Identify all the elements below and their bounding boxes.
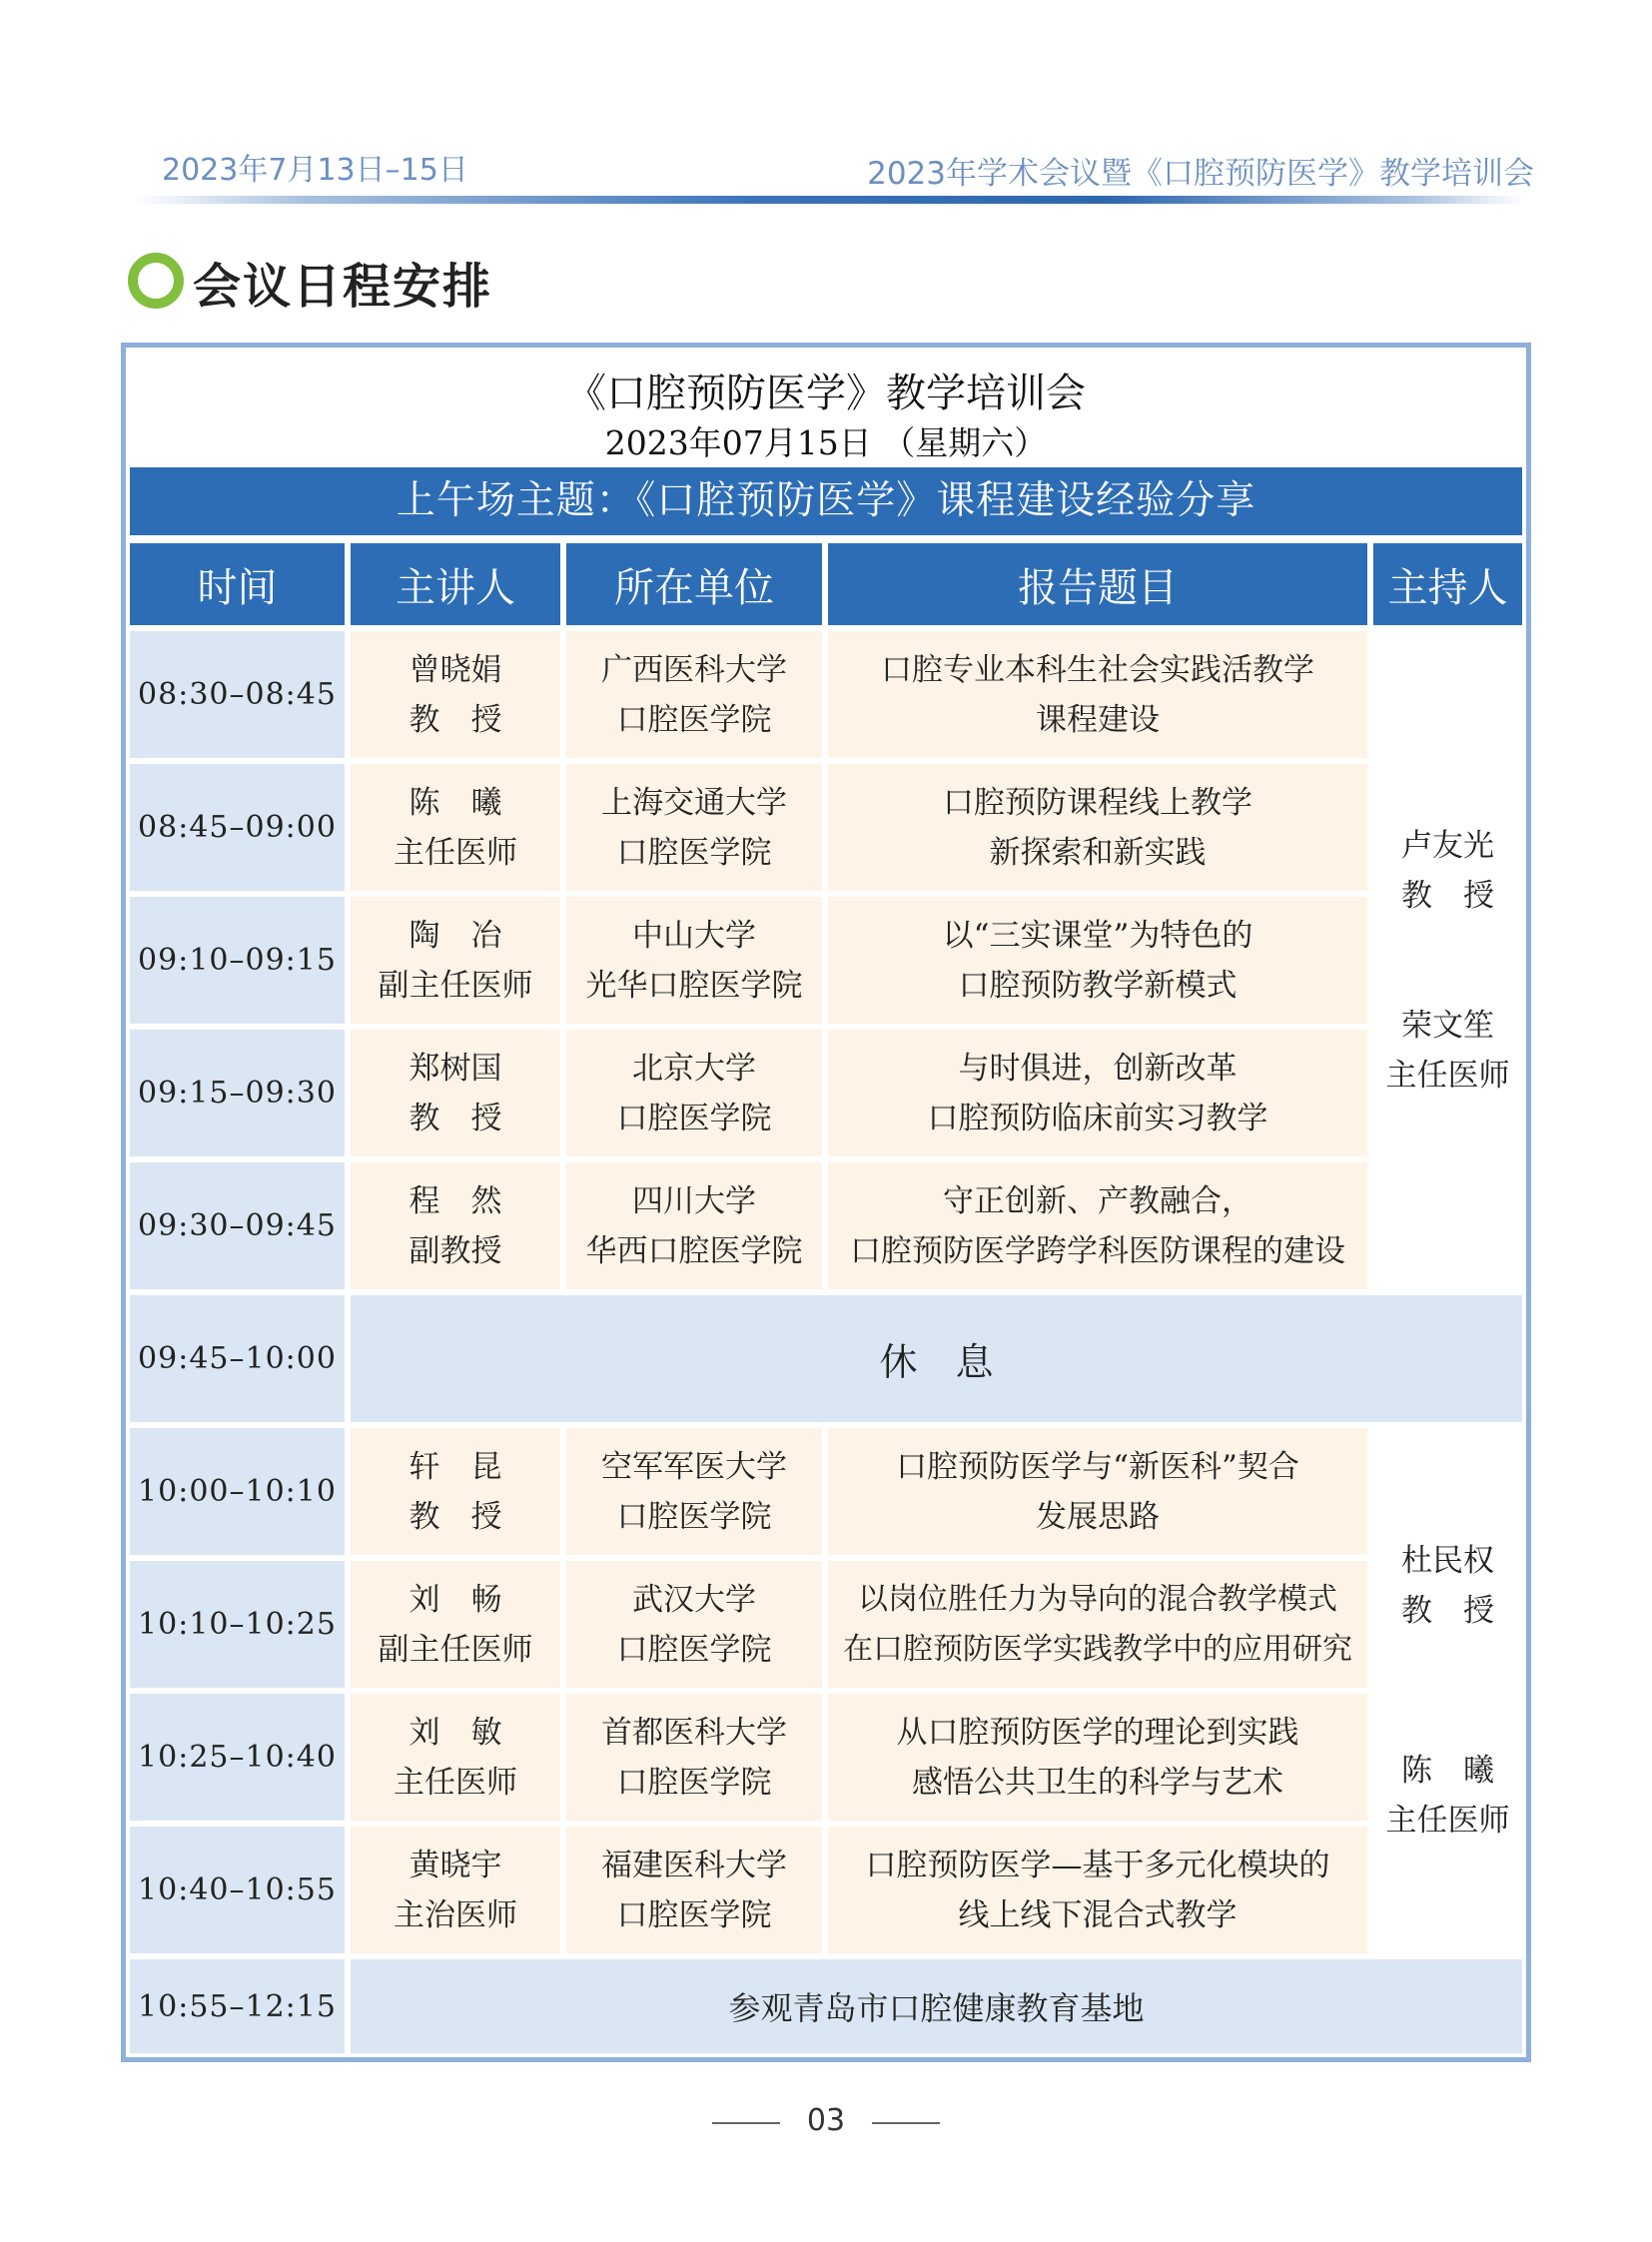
unit-school: 口腔医学院 bbox=[616, 1100, 772, 1136]
row-report-title bbox=[828, 631, 1367, 758]
host-name: 荣文笙 bbox=[1401, 1007, 1494, 1044]
host-rank: 教 授 bbox=[1401, 1593, 1494, 1629]
report-title-line: 口腔预防医学与“新医科”契合 bbox=[896, 1448, 1299, 1485]
report-title-line: 课程建设 bbox=[1036, 701, 1160, 738]
row-speaker bbox=[351, 897, 560, 1024]
row-speaker bbox=[351, 1030, 560, 1156]
row-report-title bbox=[828, 1561, 1367, 1688]
header-event-name: 2023年学术会议暨《口腔预防医学》教学培训会 bbox=[867, 156, 1534, 192]
footer-rule-right bbox=[872, 2122, 940, 2124]
header-divider bbox=[135, 196, 1523, 204]
speaker-rank: 副教授 bbox=[409, 1232, 502, 1269]
unit-school: 口腔医学院 bbox=[616, 1631, 772, 1668]
page-number: 03 bbox=[806, 2103, 846, 2138]
row-unit bbox=[566, 1162, 822, 1289]
row-report-title bbox=[828, 1428, 1367, 1555]
unit-university: 首都医科大学 bbox=[601, 1714, 787, 1751]
unit-university: 福建医科大学 bbox=[601, 1847, 787, 1883]
row-unit bbox=[566, 764, 822, 891]
unit-university: 中山大学 bbox=[632, 917, 756, 954]
program-title: 《口腔预防医学》教学培训会 bbox=[566, 371, 1086, 416]
report-title-line: 在口腔预防医学实践教学中的应用研究 bbox=[843, 1631, 1352, 1667]
speaker-name: 陈 曦 bbox=[409, 784, 502, 821]
row-time: 08:30–08:45 bbox=[130, 631, 345, 758]
report-title-line: 感悟公共卫生的科学与艺术 bbox=[912, 1764, 1283, 1801]
column-header-unit: 所在单位 bbox=[566, 543, 822, 625]
speaker-name: 程 然 bbox=[409, 1182, 502, 1219]
row-report-title bbox=[828, 1162, 1367, 1289]
row-unit bbox=[566, 1030, 822, 1156]
unit-school: 口腔医学院 bbox=[616, 701, 772, 738]
speaker-rank: 副主任医师 bbox=[378, 1631, 533, 1668]
column-header-time: 时间 bbox=[130, 543, 345, 625]
speaker-name: 黄晓宇 bbox=[409, 1847, 502, 1883]
row-time: 09:15–09:30 bbox=[130, 1030, 345, 1156]
speaker-rank: 教 授 bbox=[409, 701, 502, 738]
report-title-line: 线上线下混合式教学 bbox=[958, 1896, 1238, 1933]
host-group-morning-1 bbox=[1373, 631, 1522, 1289]
unit-university: 四川大学 bbox=[632, 1182, 756, 1219]
row-time: 08:45–09:00 bbox=[130, 764, 345, 891]
report-title-line: 以“三实课堂”为特色的 bbox=[942, 917, 1253, 954]
row-time: 10:00–10:10 bbox=[130, 1428, 345, 1555]
unit-school: 口腔医学院 bbox=[616, 834, 772, 871]
break-time: 09:45–10:00 bbox=[130, 1295, 345, 1422]
unit-school: 口腔医学院 bbox=[616, 1896, 772, 1933]
session-theme-banner: 上午场主题：《口腔预防医学》课程建设经验分享 bbox=[130, 467, 1522, 535]
row-report-title bbox=[828, 764, 1367, 891]
unit-university: 北京大学 bbox=[632, 1050, 756, 1087]
report-title-line: 以岗位胜任力为导向的混合教学模式 bbox=[858, 1581, 1337, 1617]
report-title-line: 口腔预防临床前实习教学 bbox=[927, 1100, 1268, 1136]
section-title: 会议日程安排 bbox=[193, 259, 493, 315]
host-name: 卢友光 bbox=[1401, 827, 1494, 864]
speaker-name: 刘 敏 bbox=[409, 1714, 502, 1751]
row-report-title bbox=[828, 1030, 1367, 1156]
column-header-host: 主持人 bbox=[1373, 543, 1522, 625]
host-name: 陈 曦 bbox=[1401, 1753, 1494, 1789]
report-title-line: 口腔预防课程线上教学 bbox=[943, 784, 1252, 821]
host-group-morning-2 bbox=[1373, 1428, 1522, 1953]
row-time: 09:30–09:45 bbox=[130, 1162, 345, 1289]
row-speaker bbox=[351, 631, 560, 758]
schedule-table bbox=[121, 343, 1531, 2062]
report-title-line: 从口腔预防医学的理论到实践 bbox=[896, 1714, 1299, 1751]
report-title-line: 新探索和新实践 bbox=[989, 834, 1207, 871]
row-unit bbox=[566, 1827, 822, 1953]
report-title-line: 口腔预防医学跨学科医防课程的建设 bbox=[850, 1232, 1345, 1269]
row-report-title bbox=[828, 897, 1367, 1024]
report-title-line: 与时俱进，创新改革 bbox=[958, 1050, 1238, 1087]
unit-school: 口腔医学院 bbox=[616, 1764, 772, 1801]
section-ring-icon bbox=[128, 253, 184, 309]
speaker-rank: 教 授 bbox=[409, 1100, 502, 1136]
speaker-name: 曾晓娟 bbox=[409, 651, 502, 688]
speaker-rank: 主任医师 bbox=[394, 1764, 517, 1801]
row-unit bbox=[566, 631, 822, 758]
header-date-range: 2023年7月13日–15日 bbox=[162, 153, 468, 188]
row-speaker bbox=[351, 1694, 560, 1821]
visit-time: 10:55–12:15 bbox=[130, 1959, 345, 2053]
row-unit bbox=[566, 897, 822, 1024]
speaker-name: 陶 冶 bbox=[409, 917, 502, 954]
row-report-title bbox=[828, 1694, 1367, 1821]
unit-school: 口腔医学院 bbox=[616, 1498, 772, 1535]
program-date: 2023年07月15日 （星期六） bbox=[604, 423, 1048, 462]
report-title-line: 守正创新、产教融合， bbox=[943, 1182, 1252, 1219]
break-label: 休 息 bbox=[351, 1295, 1522, 1422]
unit-school: 光华口腔医学院 bbox=[585, 967, 803, 1004]
row-speaker bbox=[351, 1561, 560, 1688]
unit-university: 空军军医大学 bbox=[601, 1448, 787, 1485]
speaker-rank: 副主任医师 bbox=[378, 967, 533, 1004]
unit-school: 华西口腔医学院 bbox=[585, 1232, 803, 1269]
column-header-title: 报告题目 bbox=[828, 543, 1367, 625]
row-unit bbox=[566, 1561, 822, 1688]
row-report-title bbox=[828, 1827, 1367, 1953]
unit-university: 广西医科大学 bbox=[601, 651, 787, 688]
speaker-name: 轩 昆 bbox=[409, 1448, 502, 1485]
column-header-speaker: 主讲人 bbox=[351, 543, 560, 625]
report-title-line: 口腔预防教学新模式 bbox=[958, 967, 1238, 1004]
report-title-line: 发展思路 bbox=[1036, 1498, 1160, 1535]
speaker-name: 刘 畅 bbox=[409, 1581, 502, 1618]
unit-university: 武汉大学 bbox=[632, 1581, 756, 1618]
speaker-rank: 主治医师 bbox=[394, 1896, 517, 1933]
speaker-rank: 教 授 bbox=[409, 1498, 502, 1535]
host-rank: 主任医师 bbox=[1385, 1803, 1510, 1839]
visit-label: 参观青岛市口腔健康教育基地 bbox=[351, 1959, 1522, 2053]
host-rank: 主任医师 bbox=[1385, 1057, 1510, 1094]
row-speaker bbox=[351, 1162, 560, 1289]
row-speaker bbox=[351, 1428, 560, 1555]
row-time: 10:10–10:25 bbox=[130, 1561, 345, 1688]
row-speaker bbox=[351, 1827, 560, 1953]
host-rank: 教 授 bbox=[1401, 877, 1494, 914]
report-title-line: 口腔预防医学—基于多元化模块的 bbox=[865, 1847, 1330, 1883]
row-time: 10:25–10:40 bbox=[130, 1694, 345, 1821]
speaker-rank: 主任医师 bbox=[394, 834, 517, 871]
speaker-name: 郑树国 bbox=[409, 1050, 502, 1087]
row-unit bbox=[566, 1694, 822, 1821]
row-time: 10:40–10:55 bbox=[130, 1827, 345, 1953]
row-unit bbox=[566, 1428, 822, 1555]
row-speaker bbox=[351, 764, 560, 891]
row-time: 09:10–09:15 bbox=[130, 897, 345, 1024]
report-title-line: 口腔专业本科生社会实践活教学 bbox=[881, 651, 1314, 688]
unit-university: 上海交通大学 bbox=[601, 784, 787, 821]
host-name: 杜民权 bbox=[1401, 1543, 1494, 1579]
